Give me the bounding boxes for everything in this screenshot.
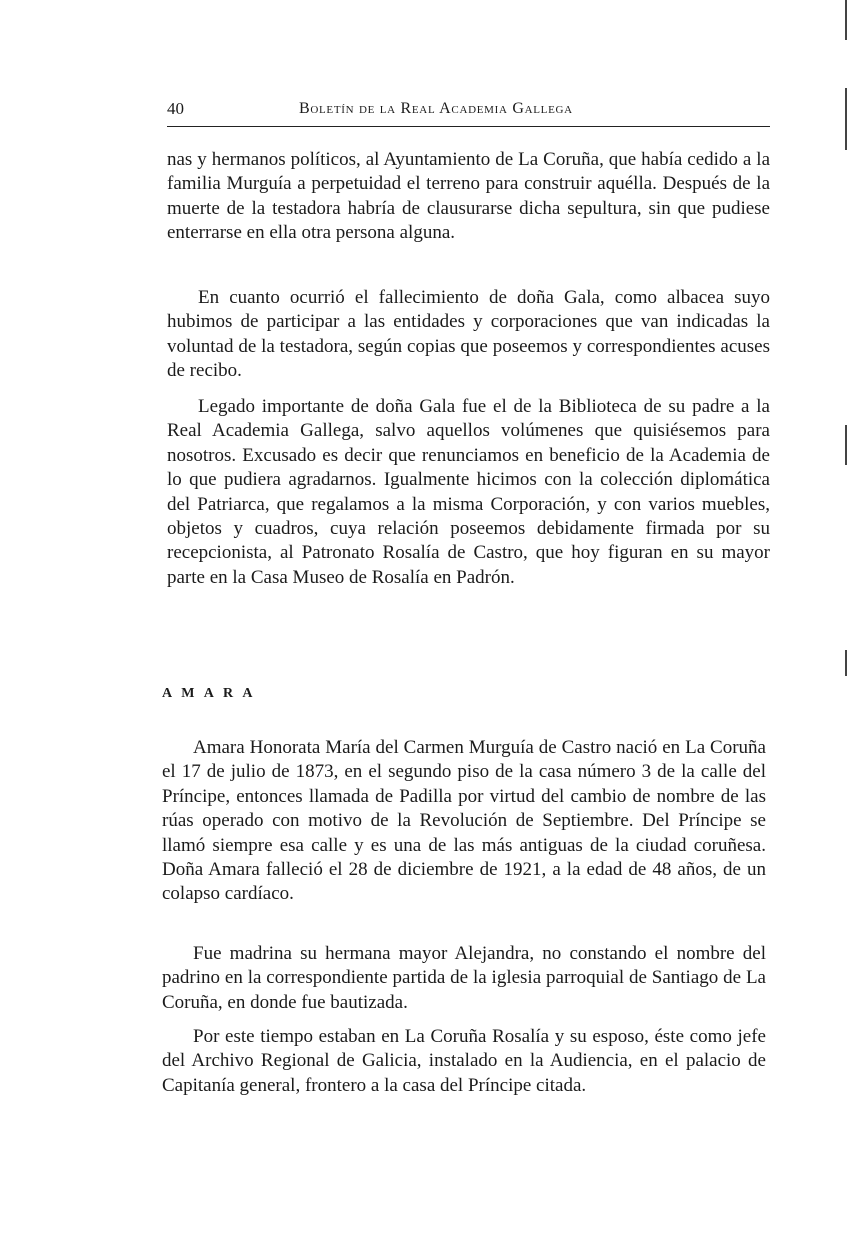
scan-edge-mark xyxy=(845,0,847,40)
scan-edge-mark xyxy=(845,650,847,676)
paragraph-albacea: En cuanto ocurrió el fallecimiento de doña Gala, como albacea suyo hubimos de participar a las entidades y corporaciones que van indicadas la voluntad de la testadora, según copias que poseemos y correspondientes acuses de recibo. xyxy=(167,287,770,382)
paragraph-amara-birth: Amara Honorata María del Carmen Murguía de Castro nació en La Coruña el 17 de julio de 1873, en el segundo piso de la casa número 3 de la calle del Príncipe, entonces llamada de Padilla por virtud del cambio de nombre de las rúas operado con motivo de la Revolución de Septiembre. Del Príncipe se llamó siempre esa calle y es una de las más antiguas de la ciudad coruñesa. Doña Amara falleció el 28 de diciembre de 1921, a la edad de 48 años, de un colapso cardíaco. xyxy=(162,737,766,905)
scan-edge-mark xyxy=(845,88,847,150)
paragraph-rosalia: Por este tiempo estaban en La Coruña Rosalía y su esposo, éste como jefe del Archivo Regional de Galicia, instalado en la Audiencia, en el palacio de Capitanía general, frontero a la casa del Príncipe citada. xyxy=(162,1026,766,1096)
scan-edge-mark xyxy=(845,425,847,465)
paragraph-madrina: Fue madrina su hermana mayor Alejandra, no constando el nombre del padrino en la correspondiente partida de la iglesia parroquial de Santiago de La Coruña, en donde fue bautizada. xyxy=(162,943,766,1013)
page-header xyxy=(167,96,770,127)
running-head: Boletín de la Real Academia Gallega xyxy=(299,100,573,117)
paragraph-continuation: nas y hermanos políticos, al Ayuntamiento de La Coruña, que había cedido a la familia Murguía a perpetuidad el terreno para construir aquélla. Después de la muerte de la testadora habría de clausurarse dicha sepultura, sin que pudiese enterrarse en ella otra persona alguna. xyxy=(167,149,770,244)
section-heading: AMARA xyxy=(162,686,262,701)
paragraph-legado: Legado importante de doña Gala fue el de la Biblioteca de su padre a la Real Academia Gallega, salvo aquellos volúmenes que quisiésemos para nosotros. Excusado es decir que renunciamos en beneficio de la Academia de lo que pudiera agradarnos. Igualmente hicimos con la colección diplomática del Patriarca, que regalamos a la misma Corporación, y con varios muebles, objetos y cuadros, cuya relación poseemos debidamente firmada por su recepcionista, al Patronato Rosalía de Castro, que hoy figuran en su mayor parte en la Casa Museo de Rosalía en Padrón. xyxy=(167,396,770,588)
page-number: 40 xyxy=(167,99,184,118)
